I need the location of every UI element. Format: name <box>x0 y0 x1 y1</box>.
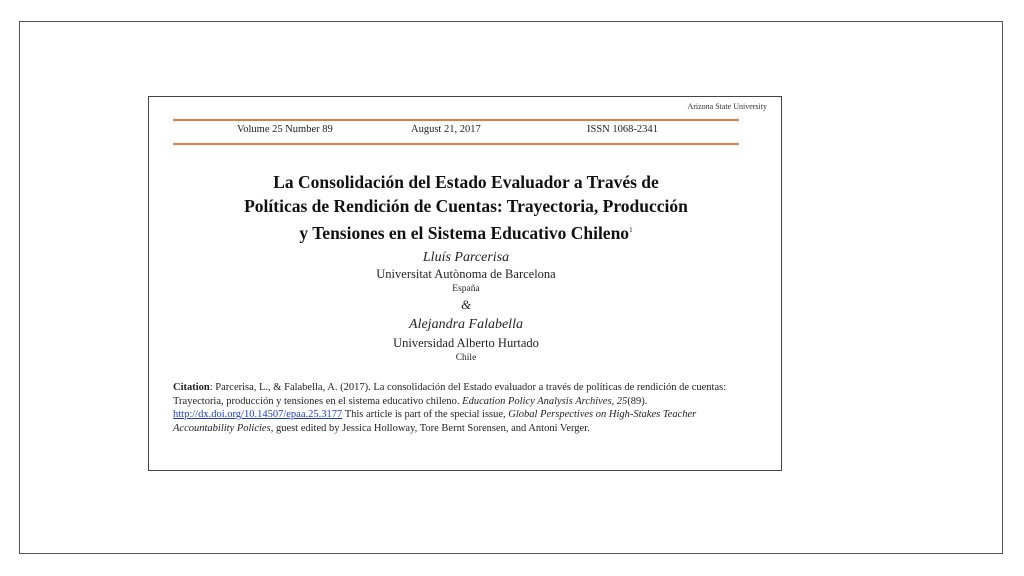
title-line-3-text: y Tensiones en el Sistema Educativo Chileno <box>299 222 630 243</box>
author-1-name: Lluís Parcerisa <box>422 250 510 265</box>
paper-title <box>149 170 783 245</box>
citation-block <box>173 381 743 435</box>
citation-label: Citation <box>173 382 210 393</box>
citation-special-issue: Global Perspectives on High-Stakes Teacher Accountability Policies <box>173 409 697 434</box>
university-header: Arizona State University <box>687 102 767 111</box>
volume-number: Volume 25 Number 89 <box>237 124 333 135</box>
footnote-marker: 1 <box>629 226 633 234</box>
paper-page <box>148 96 782 471</box>
author-2-affiliation: Universidad Alberto Hurtado <box>393 336 539 350</box>
citation-text-1: : Parcerisa, L., & Falabella, A. (2017). La consolidación del Estado evaluador a través de políticas de rendición de cuentas: Trayectoria, producción y tensiones en el sistema educativo chileno. <box>173 382 727 407</box>
author-1-affiliation: Universitat Autònoma de Barcelona <box>376 267 556 281</box>
header-rule-top <box>173 119 739 121</box>
author-separator: & <box>460 297 472 312</box>
citation-text-4: , guest edited by Jessica Holloway, Tore Bernt Sorensen, and Antoni Verger. <box>270 422 590 434</box>
title-line-3 <box>149 218 783 245</box>
author-2-name: Alejandra Falabella <box>409 317 523 332</box>
citation-text-3: This article is part of the special issue, <box>342 409 509 421</box>
issue-date: August 21, 2017 <box>411 124 481 135</box>
issn: ISSN 1068-2341 <box>587 124 658 135</box>
header-rule-bottom <box>173 143 739 145</box>
citation-journal: Education Policy Analysis Archives, 25 <box>462 395 628 407</box>
author-2-country: Chile <box>455 353 477 363</box>
title-line-1: La Consolidación del Estado Evaluador a Través de <box>273 172 659 192</box>
title-line-2: Políticas de Rendición de Cuentas: Trayectoria, Producción <box>244 196 688 216</box>
author-1-country: España <box>452 284 480 294</box>
doi-link[interactable]: http://dx.doi.org/10.14507/epaa.25.3177 <box>173 409 343 421</box>
citation-text-2: (89). <box>627 395 648 407</box>
